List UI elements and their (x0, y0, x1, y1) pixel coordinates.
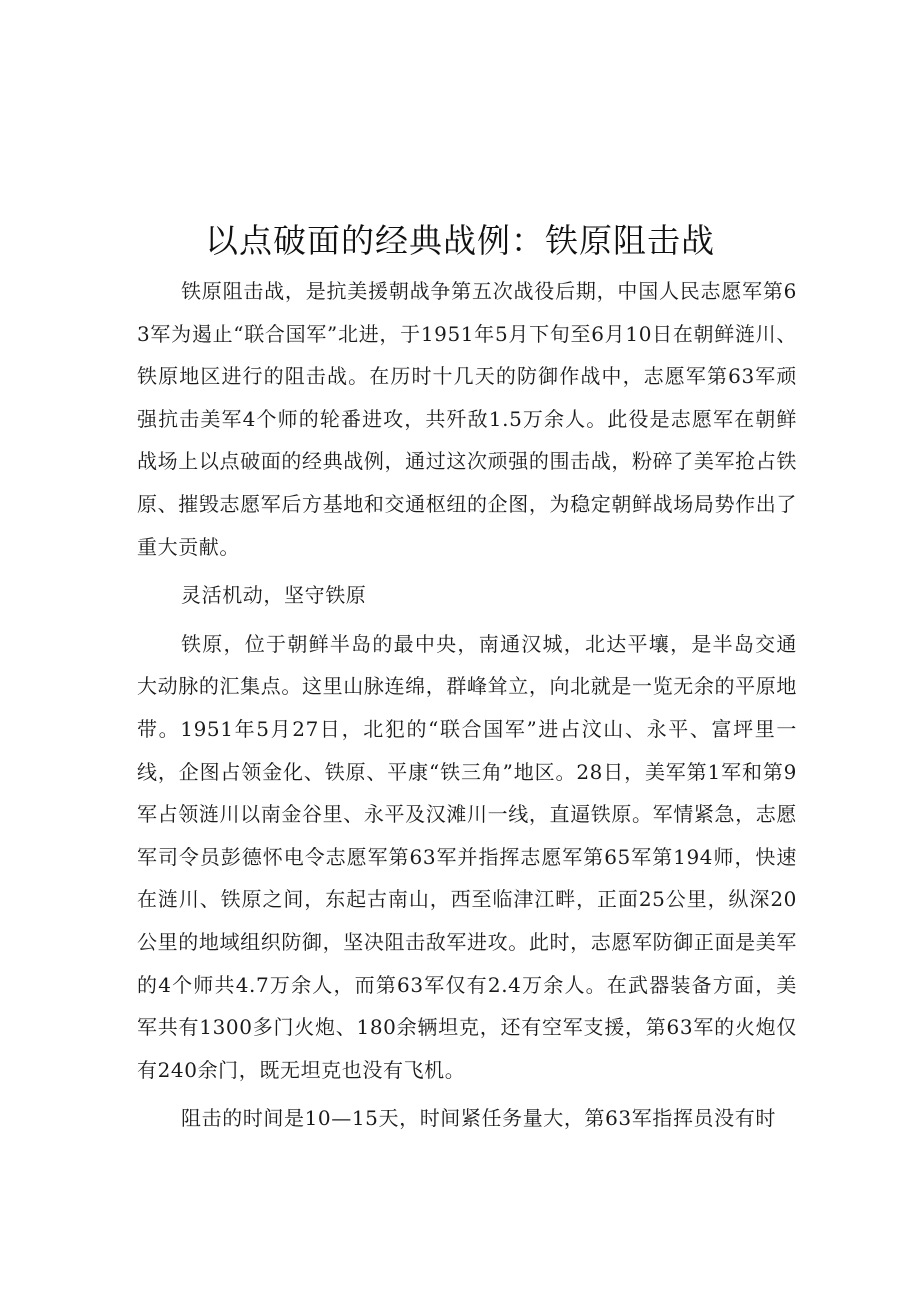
paragraph-blocking-time: 阻击的时间是10—15天，时间紧任务量大，第63军指挥员没有时 (181, 1106, 776, 1131)
section-subheading: 灵活机动，坚守铁原 (181, 583, 367, 608)
document-title: 以点破面的经典战例：铁原阻击战 (205, 221, 715, 260)
paragraph-intro: 铁原阻击战，是抗美援朝战争第五次战役后期，中国人民志愿军第63军为遏止“联合国军”北进，于1951年5月下旬至6月10日在朝鲜涟川、铁原地区进行的阻击战。在历时十几天的防御作战中，志愿军第63军顽强抗击美军4个师的轮番进攻，共歼敌1.5万余人。此役是志愿军在朝鲜战场上以点破面的经典战例，通过这次顽强的围击战，粉碎了美军抢占铁原、摧毁志愿军后方基地和交通枢纽的企图，为稳定朝鲜战场局势作出了重大贡献。 (137, 279, 797, 559)
document-body (137, 270, 797, 1140)
paragraph-tieyuan-geography: 铁原，位于朝鲜半岛的最中央，南通汉城，北达平壤，是半岛交通大动脉的汇集点。这里山脉连绵，群峰耸立，向北就是一览无余的平原地带。1951年5月27日，北犯的“联合国军”进占汶山、永平、富坪里一线，企图占领金化、铁原、平康“铁三角”地区。28日，美军第1军和第9军占领涟川以南金谷里、永平及汉滩川一线，直逼铁原。军情紧急，志愿军司令员彭德怀电令志愿军第63军并指挥志愿军第65军第194师，快速在涟川、铁原之间，东起古南山，西至临津江畔，正面25公里，纵深20公里的地域组织防御，坚决阻击敌军进攻。此时，志愿军防御正面是美军的4个师共4.7万余人，而第63军仅有2.4万余人。在武器装备方面，美军共有1300多门火炮、180余辆坦克，还有空军支援，第63军的火炮仅有240余门，既无坦克也没有飞机。 (137, 631, 797, 1082)
